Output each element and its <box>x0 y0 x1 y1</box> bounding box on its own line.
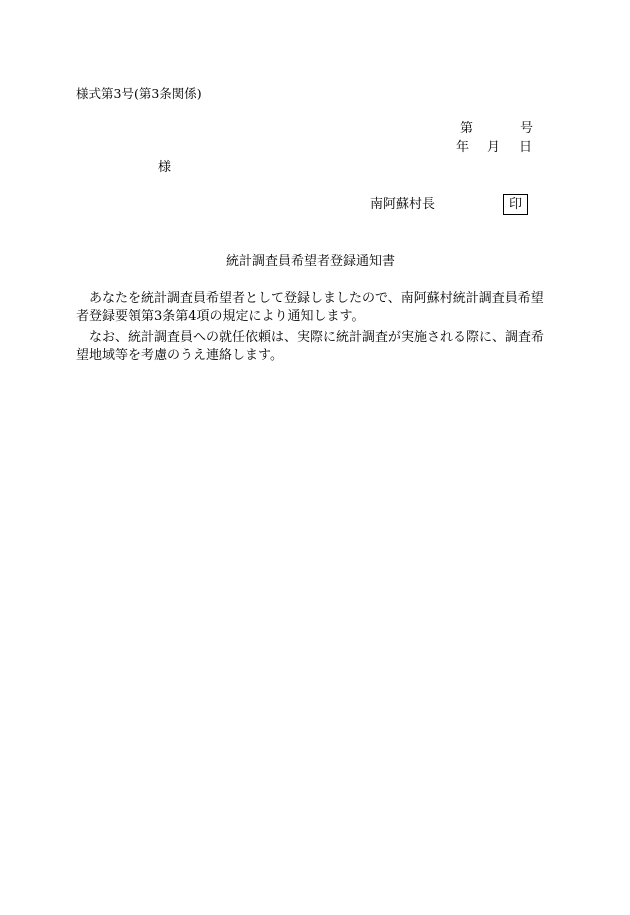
seal-stamp-box: 印 <box>503 194 528 215</box>
date-day-label: 日 <box>519 140 533 155</box>
date-month-label: 月 <box>487 140 501 155</box>
reference-number-prefix: 第 <box>460 121 474 136</box>
issuer-name: 南阿蘇村長 <box>370 197 436 212</box>
form-number: 様式第3号(第3条関係) <box>76 86 202 101</box>
reference-number-suffix: 号 <box>520 121 534 136</box>
addressee-honorific: 様 <box>158 160 172 175</box>
body-paragraph: あなたを統計調査員希望者として登録しましたので、南阿蘇村統計調査員希望者登録要領第3条第4項の規定により通知します。 <box>76 291 544 324</box>
document-title: 統計調査員希望者登録通知書 <box>226 254 396 269</box>
body-paragraph: なお、統計調査員への就任依頼は、実際に統計調査が実施される際に、調査希望地域等を考慮のうえ連絡します。 <box>76 330 545 363</box>
date-year-label: 年 <box>456 140 470 155</box>
